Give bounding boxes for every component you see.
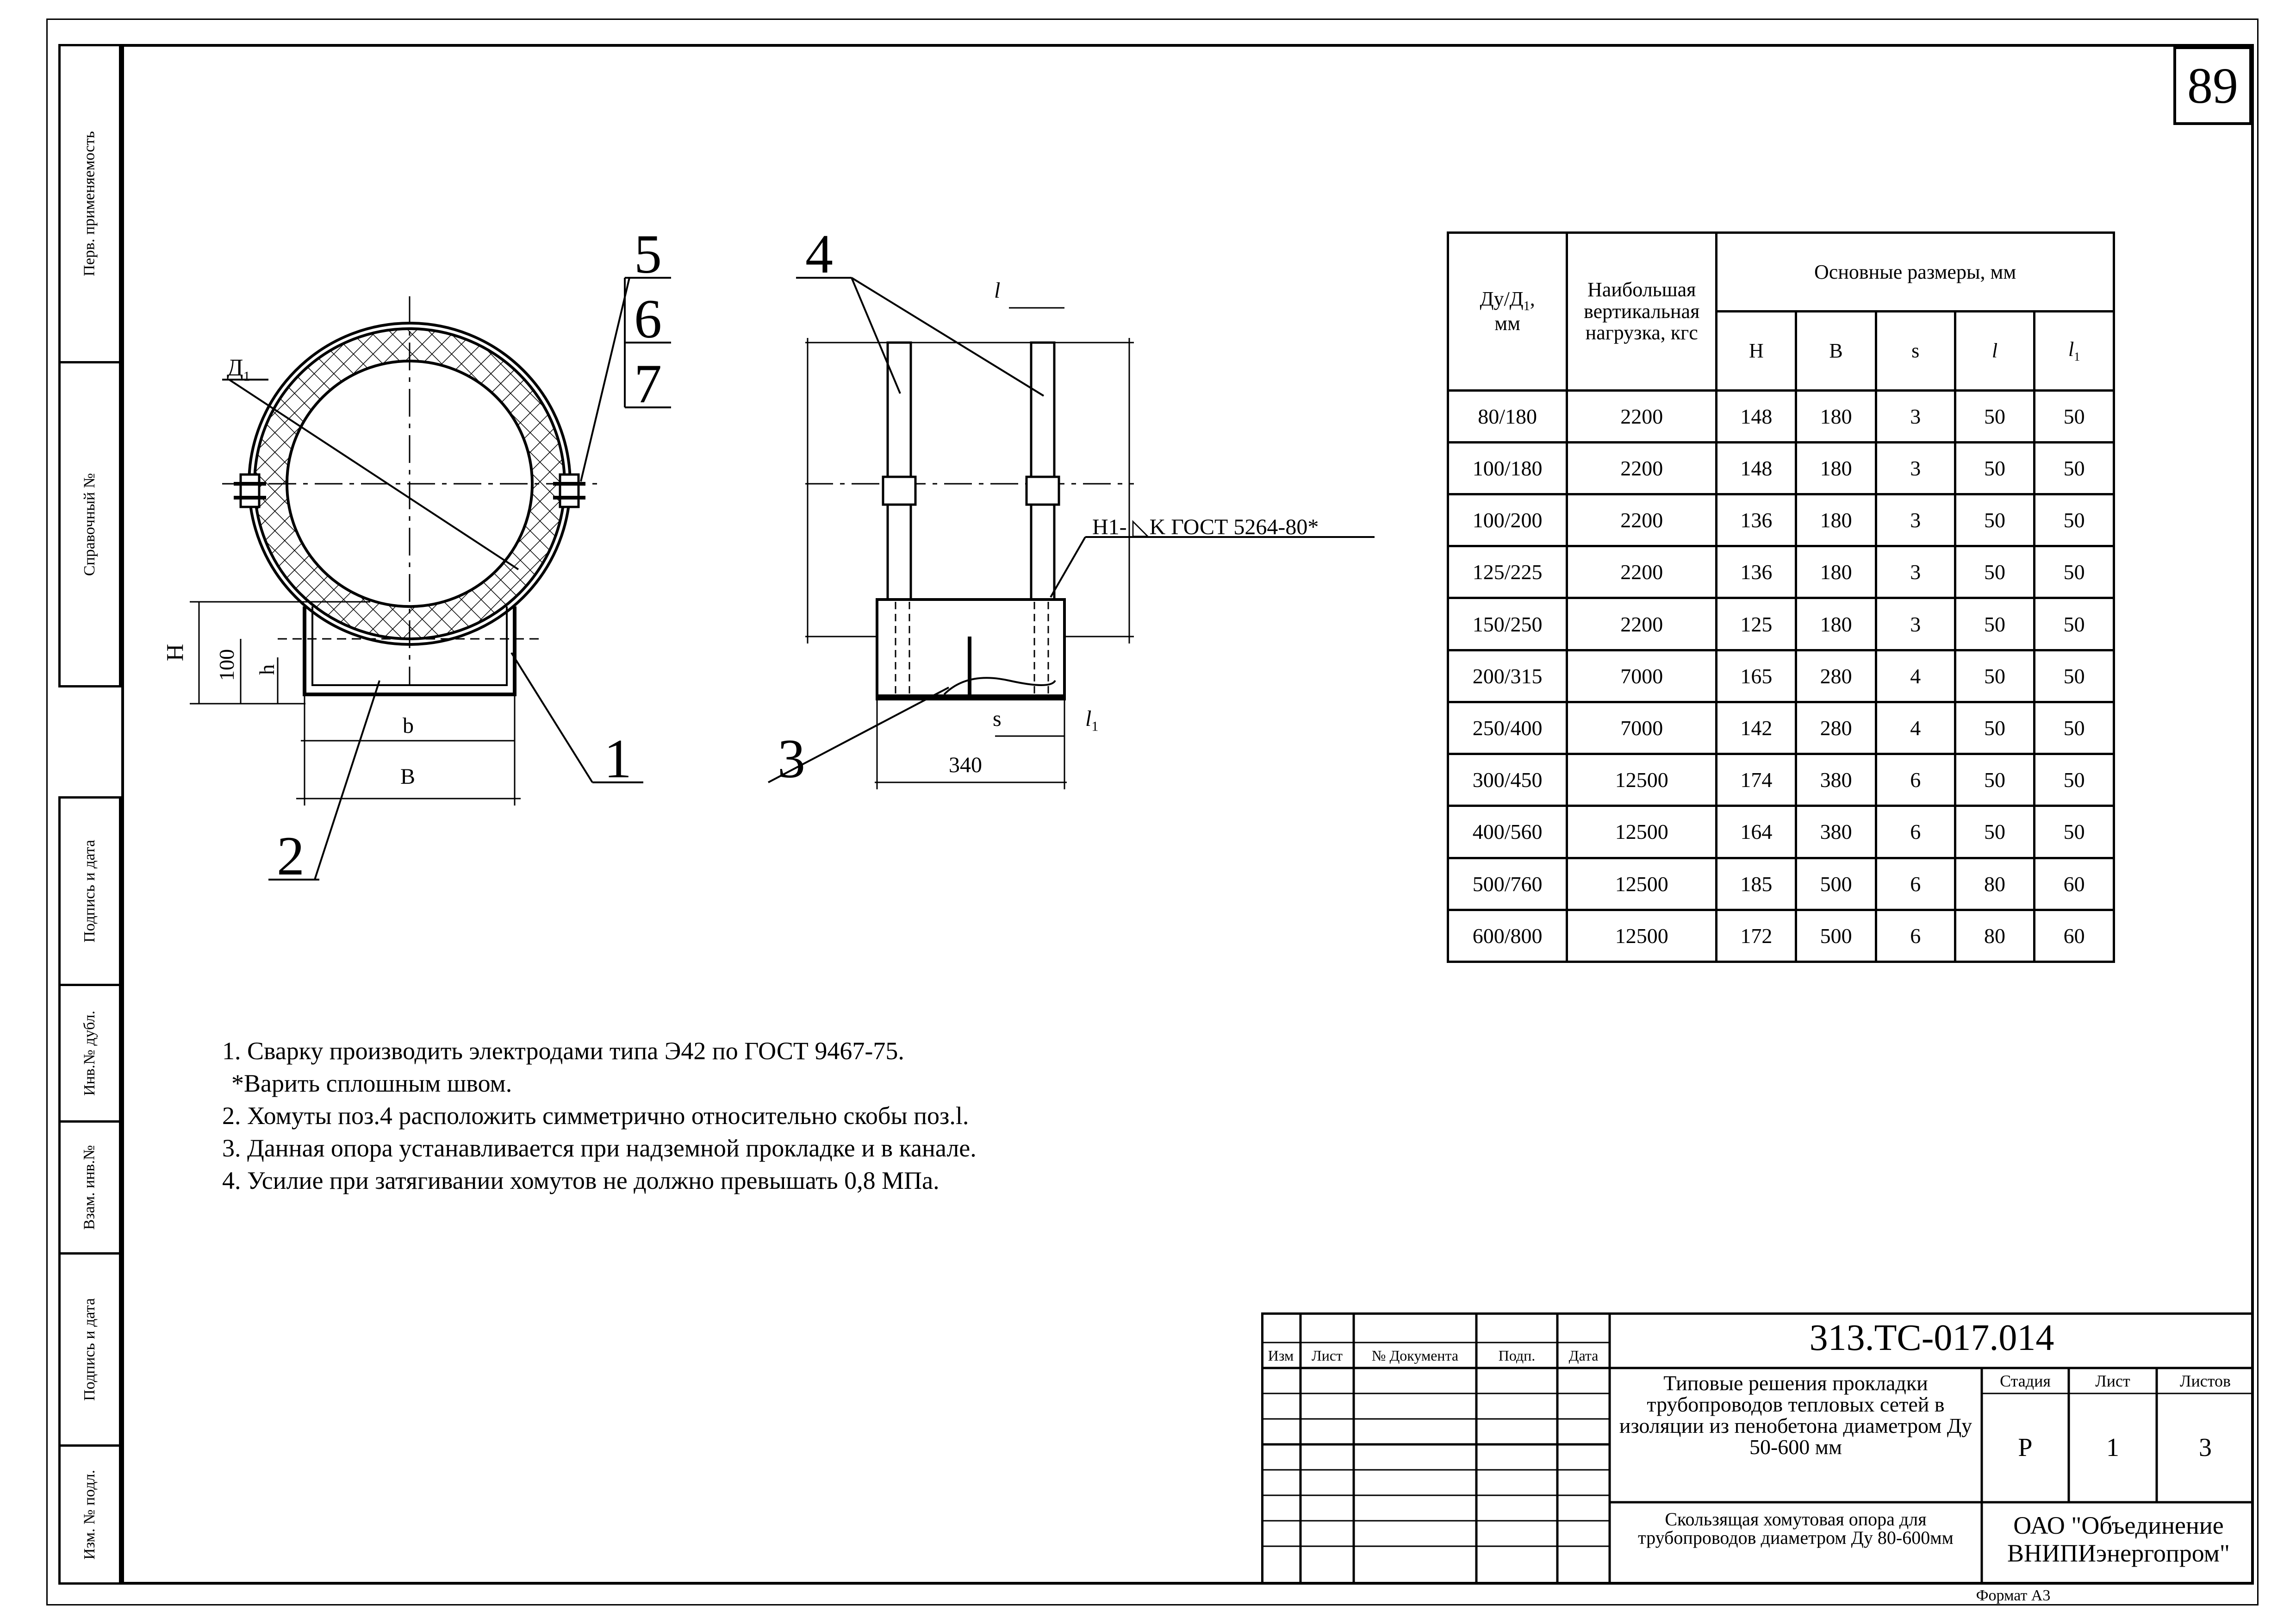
table-cell: 180 bbox=[1796, 390, 1876, 442]
table-cell: 136 bbox=[1717, 494, 1796, 546]
table-cell: 2200 bbox=[1567, 390, 1717, 442]
table-cell: 60 bbox=[2035, 858, 2114, 910]
table-cell: 148 bbox=[1717, 442, 1796, 494]
table-cell: 50 bbox=[2035, 390, 2114, 442]
tb-header-data: Дата bbox=[1568, 1347, 1599, 1364]
note-1: 1. Сварку производить электродами типа Э42 по ГОСТ 9467-75. bbox=[222, 1037, 904, 1065]
table-cell: 3 bbox=[1876, 390, 1955, 442]
table-cell: 6 bbox=[1876, 858, 1955, 910]
table-cell: 60 bbox=[2035, 910, 2114, 962]
table-cell: 7000 bbox=[1567, 650, 1717, 702]
table-cell: 50 bbox=[2035, 754, 2114, 806]
tb-list-value: 1 bbox=[2106, 1433, 2119, 1462]
stamp-inv-podl: Изм. № подл. bbox=[58, 1444, 121, 1585]
table-cell: 250/400 bbox=[1448, 702, 1567, 754]
stamp-inv-dubl: Инв.№ дубл. bbox=[58, 984, 121, 1123]
table-cell: 50 bbox=[2035, 702, 2114, 754]
col-header-s: s bbox=[1876, 312, 1955, 390]
table-cell: 174 bbox=[1717, 754, 1796, 806]
dim-H-label: H bbox=[162, 643, 189, 662]
dim-b-label: b bbox=[403, 713, 414, 738]
table-cell: 200/315 bbox=[1448, 650, 1567, 702]
position-7-label: 7 bbox=[634, 353, 662, 414]
table-cell: 600/800 bbox=[1448, 910, 1567, 962]
table-cell: 6 bbox=[1876, 754, 1955, 806]
table-cell: 50 bbox=[1955, 806, 2035, 858]
table-cell: 150/250 bbox=[1448, 598, 1567, 650]
table-cell: 50 bbox=[2035, 442, 2114, 494]
table-cell: 165 bbox=[1717, 650, 1796, 702]
tb-header-stadiya: Стадия bbox=[2000, 1372, 2051, 1390]
table-cell: 3 bbox=[1876, 546, 1955, 598]
table-cell: 280 bbox=[1796, 702, 1876, 754]
dim-l-label: l bbox=[994, 278, 1001, 303]
col-header-H: H bbox=[1717, 312, 1796, 390]
dim-s-label: s bbox=[993, 706, 1002, 731]
tb-header-izm: Изм bbox=[1268, 1347, 1294, 1364]
table-cell: 80 bbox=[1955, 858, 2035, 910]
table-cell: 80/180 bbox=[1448, 390, 1567, 442]
position-3-label: 3 bbox=[778, 728, 805, 789]
table-cell: 50 bbox=[2035, 806, 2114, 858]
table-cell: 380 bbox=[1796, 754, 1876, 806]
col-header-l: l bbox=[1955, 312, 2035, 390]
table-cell: 100/180 bbox=[1448, 442, 1567, 494]
table-cell: 12500 bbox=[1567, 858, 1717, 910]
table-cell: 4 bbox=[1876, 702, 1955, 754]
table-cell: 6 bbox=[1876, 910, 1955, 962]
table-cell: 164 bbox=[1717, 806, 1796, 858]
note-4: 4. Усилие при затягивании хомутов не должно превышать 0,8 МПа. bbox=[222, 1167, 940, 1194]
table-cell: 2200 bbox=[1567, 494, 1717, 546]
col-header-B: B bbox=[1796, 312, 1876, 390]
table-cell: 3 bbox=[1876, 598, 1955, 650]
position-2-label: 2 bbox=[277, 825, 305, 887]
table-cell: 180 bbox=[1796, 442, 1876, 494]
table-cell: 50 bbox=[1955, 598, 2035, 650]
stamp-perv-primenyaemost: Перв. применяемость bbox=[58, 44, 121, 363]
sheet-format: Формат А3 bbox=[1976, 1587, 2051, 1604]
table-cell: 6 bbox=[1876, 806, 1955, 858]
table-cell: 12500 bbox=[1567, 754, 1717, 806]
document-code: 313.ТС-017.014 bbox=[1809, 1318, 2054, 1358]
tb-header-listov: Листов bbox=[2180, 1372, 2231, 1390]
table-cell: 50 bbox=[1955, 390, 2035, 442]
table-cell: 50 bbox=[1955, 754, 2035, 806]
document-title: Типовые решения прокладки трубопроводов тепловых сетей в изоляции из пенобетона диаметром Ду 50-600 мм bbox=[1619, 1371, 1972, 1459]
tb-listov-value: 3 bbox=[2199, 1433, 2212, 1462]
table-cell: 172 bbox=[1717, 910, 1796, 962]
col-header-dims: Основные размеры, мм bbox=[1717, 233, 2114, 312]
tb-header-podp: Подп. bbox=[1498, 1347, 1536, 1364]
stamp-vzam-inv: Взам. инв.№ bbox=[58, 1120, 121, 1255]
table-cell: 50 bbox=[2035, 650, 2114, 702]
table-cell: 380 bbox=[1796, 806, 1876, 858]
table-cell: 500 bbox=[1796, 858, 1876, 910]
position-4-label: 4 bbox=[805, 223, 833, 285]
table-cell: 2200 bbox=[1567, 546, 1717, 598]
table-cell: 185 bbox=[1717, 858, 1796, 910]
table-cell: 500/760 bbox=[1448, 858, 1567, 910]
table-cell: 12500 bbox=[1567, 806, 1717, 858]
table-cell: 500 bbox=[1796, 910, 1876, 962]
table-cell: 3 bbox=[1876, 494, 1955, 546]
stamp-podpis-data-2: Подпись и дата bbox=[58, 1252, 121, 1447]
sheet-number: 89 bbox=[2173, 46, 2252, 125]
col-header-du: $Ду/Д_1$, мм bbox=[1448, 233, 1567, 391]
table-cell: 50 bbox=[2035, 546, 2114, 598]
table-cell: 125/225 bbox=[1448, 546, 1567, 598]
table-cell: 180 bbox=[1796, 546, 1876, 598]
diameter-d1-label: $Д_1$ bbox=[227, 355, 250, 384]
table-cell: 125 bbox=[1717, 598, 1796, 650]
tb-header-list: Лист bbox=[1311, 1347, 1343, 1364]
note-3: 3. Данная опора устанавливается при надземной прокладке и в канале. bbox=[222, 1134, 977, 1162]
table-cell: 50 bbox=[1955, 494, 2035, 546]
table-cell: 142 bbox=[1717, 702, 1796, 754]
table-cell: 50 bbox=[1955, 702, 2035, 754]
col-header-l1: $l_1$ bbox=[2035, 312, 2114, 390]
table-cell: 300/450 bbox=[1448, 754, 1567, 806]
table-cell: 50 bbox=[2035, 494, 2114, 546]
table-cell: 180 bbox=[1796, 494, 1876, 546]
position-6-label: 6 bbox=[634, 288, 662, 350]
dim-l1-label: $l_1$ bbox=[1085, 706, 1099, 734]
tb-header-list-num: Лист bbox=[2095, 1372, 2130, 1390]
dim-100-label: 100 bbox=[215, 649, 238, 681]
tb-stadiya-value: Р bbox=[2018, 1433, 2033, 1462]
dim-B-label: B bbox=[400, 764, 416, 789]
tb-header-doc: № Документа bbox=[1371, 1347, 1459, 1364]
table-cell: 4 bbox=[1876, 650, 1955, 702]
organization: ОАО "Объединение ВНИПИэнергопром" bbox=[2007, 1512, 2230, 1567]
weld-note-label: H1- ◺K ГОСТ 5264-80* bbox=[1092, 515, 1319, 539]
table-cell: 12500 bbox=[1567, 910, 1717, 962]
table-cell: 80 bbox=[1955, 910, 2035, 962]
dim-340-label: 340 bbox=[949, 753, 982, 777]
position-1-label: 1 bbox=[604, 728, 632, 789]
table-cell: 136 bbox=[1717, 546, 1796, 598]
table-cell: 148 bbox=[1717, 390, 1796, 442]
table-cell: 50 bbox=[2035, 598, 2114, 650]
table-cell: 2200 bbox=[1567, 598, 1717, 650]
position-5-label: 5 bbox=[634, 223, 662, 285]
table-cell: 180 bbox=[1796, 598, 1876, 650]
table-cell: 2200 bbox=[1567, 442, 1717, 494]
note-1-star: *Варить сплошным швом. bbox=[231, 1069, 512, 1097]
note-2: 2. Хомуты поз.4 расположить симметрично относительно скобы поз.l. bbox=[222, 1102, 969, 1130]
table-cell: 280 bbox=[1796, 650, 1876, 702]
document-subtitle: Скользящая хомутовая опора для трубопроводов диаметром Ду 80-600мм bbox=[1638, 1509, 1954, 1548]
table-cell: 100/200 bbox=[1448, 494, 1567, 546]
table-cell: 7000 bbox=[1567, 702, 1717, 754]
stamp-spravochny-nomer: Справочный № bbox=[58, 361, 121, 687]
col-header-load: Наибольшая вертикальная нагрузка, кгс bbox=[1567, 233, 1717, 391]
dim-h-label: h bbox=[255, 664, 279, 675]
stamp-podpis-data-1: Подпись и дата bbox=[58, 796, 121, 986]
table-cell: 50 bbox=[1955, 650, 2035, 702]
table-cell: 50 bbox=[1955, 546, 2035, 598]
table-cell: 400/560 bbox=[1448, 806, 1567, 858]
table-cell: 50 bbox=[1955, 442, 2035, 494]
table-cell: 3 bbox=[1876, 442, 1955, 494]
